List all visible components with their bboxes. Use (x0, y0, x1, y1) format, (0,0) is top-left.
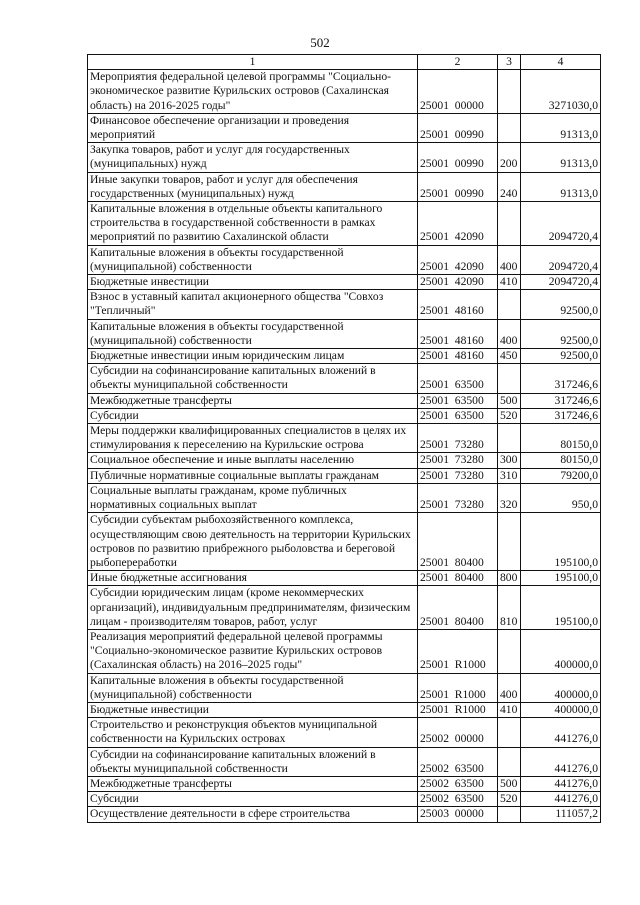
row-code-cell: 25001 63500 (418, 393, 498, 408)
table-row (88, 571, 601, 586)
row-expense-type-cell: 410 (498, 702, 521, 717)
row-expense-type-cell (498, 513, 521, 571)
row-expense-type-cell (498, 718, 521, 747)
row-code-cell: 25002 00000 (418, 718, 498, 747)
row-name-cell: Бюджетные инвестиции (88, 275, 418, 290)
row-name-cell: Субсидии субъектам рыбохозяйственного комплекса, осуществляющим свою деятельность на территории Курильских островов по развитию прибрежного рыболовства и береговой рыбопереработки (88, 513, 418, 571)
row-code-cell: 25001 73280 (418, 453, 498, 468)
table-row (88, 718, 601, 747)
header-row (88, 55, 601, 70)
row-amount-cell: 92500,0 (521, 319, 601, 348)
row-code-cell: 25001 73280 (418, 468, 498, 483)
row-amount-cell: 195100,0 (521, 586, 601, 630)
row-expense-type-cell: 320 (498, 483, 521, 512)
row-amount-cell: 195100,0 (521, 571, 601, 586)
table-row (88, 468, 601, 483)
table-row (88, 202, 601, 246)
row-code-cell: 25002 63500 (418, 747, 498, 776)
row-amount-cell: 400000,0 (521, 702, 601, 717)
row-code-cell: 25001 48160 (418, 349, 498, 364)
row-amount-cell: 400000,0 (521, 673, 601, 702)
row-name-cell: Субсидии (88, 408, 418, 423)
row-amount-cell: 80150,0 (521, 453, 601, 468)
row-name-cell: Субсидии (88, 792, 418, 807)
row-name-cell: Субсидии на софинансирование капитальных вложений в объекты муниципальной собственности (88, 364, 418, 393)
row-code-cell: 25002 63500 (418, 776, 498, 791)
row-expense-type-cell (498, 424, 521, 453)
row-expense-type-cell (498, 629, 521, 673)
row-expense-type-cell: 400 (498, 319, 521, 348)
row-expense-type-cell: 400 (498, 245, 521, 274)
table-row (88, 172, 601, 201)
table-body (88, 70, 601, 822)
row-name-cell: Бюджетные инвестиции иным юридическим лицам (88, 349, 418, 364)
row-amount-cell: 195100,0 (521, 513, 601, 571)
row-amount-cell: 111057,2 (521, 807, 601, 822)
row-code-cell: 25001 42090 (418, 245, 498, 274)
row-amount-cell: 441276,0 (521, 718, 601, 747)
row-name-cell: Реализация мероприятий федеральной целевой программы "Социально-экономическое развитие Курильских островов (Сахалинская область) на 2016–2025 годы" (88, 629, 418, 673)
table-row (88, 776, 601, 791)
row-name-cell: Капитальные вложения в объекты государственной (муниципальной) собственности (88, 319, 418, 348)
table-row (88, 629, 601, 673)
row-name-cell: Закупка товаров, работ и услуг для государственных (муниципальных) нужд (88, 143, 418, 172)
table-row (88, 747, 601, 776)
row-amount-cell: 441276,0 (521, 792, 601, 807)
row-amount-cell: 92500,0 (521, 349, 601, 364)
row-name-cell: Капитальные вложения в объекты государственной (муниципальной) собственности (88, 673, 418, 702)
row-code-cell: 25001 48160 (418, 319, 498, 348)
row-amount-cell: 2094720,4 (521, 245, 601, 274)
row-amount-cell: 92500,0 (521, 290, 601, 319)
row-amount-cell: 950,0 (521, 483, 601, 512)
column-header-code: 2 (418, 55, 498, 70)
row-name-cell: Капитальные вложения в объекты государственной (муниципальной) собственности (88, 245, 418, 274)
row-expense-type-cell: 800 (498, 571, 521, 586)
row-code-cell: 25001 73280 (418, 424, 498, 453)
row-code-cell: 25001 73280 (418, 483, 498, 512)
row-expense-type-cell (498, 70, 521, 114)
row-name-cell: Социальные выплаты гражданам, кроме публичных нормативных социальных выплат (88, 483, 418, 512)
table-header (88, 55, 601, 70)
row-amount-cell: 79200,0 (521, 468, 601, 483)
row-name-cell: Иные закупки товаров, работ и услуг для обеспечения государственных (муниципальных) нужд (88, 172, 418, 201)
row-name-cell: Бюджетные инвестиции (88, 702, 418, 717)
row-expense-type-cell: 400 (498, 673, 521, 702)
row-expense-type-cell (498, 364, 521, 393)
row-name-cell: Мероприятия федеральной целевой программы "Социально-экономическое развитие Курильских островов (Сахалинская область) на 2016-2025 годы" (88, 70, 418, 114)
table-row (88, 586, 601, 630)
row-code-cell: 25001 42090 (418, 275, 498, 290)
budget-table (87, 54, 601, 823)
row-expense-type-cell: 500 (498, 393, 521, 408)
row-code-cell: 25001 00990 (418, 172, 498, 201)
column-header-expense-type: 3 (498, 55, 521, 70)
row-amount-cell: 3271030,0 (521, 70, 601, 114)
row-code-cell: 25001 63500 (418, 364, 498, 393)
row-code-cell: 25001 48160 (418, 290, 498, 319)
row-name-cell: Публичные нормативные социальные выплаты гражданам (88, 468, 418, 483)
row-expense-type-cell: 500 (498, 776, 521, 791)
table-row (88, 245, 601, 274)
row-amount-cell: 91313,0 (521, 172, 601, 201)
row-amount-cell: 80150,0 (521, 424, 601, 453)
row-expense-type-cell (498, 747, 521, 776)
row-code-cell: 25001 00990 (418, 113, 498, 142)
row-amount-cell: 441276,0 (521, 776, 601, 791)
table-row (88, 364, 601, 393)
row-expense-type-cell: 310 (498, 468, 521, 483)
row-expense-type-cell: 240 (498, 172, 521, 201)
row-amount-cell: 317246,6 (521, 393, 601, 408)
column-header-name: 1 (88, 55, 418, 70)
row-name-cell: Строительство и реконструкция объектов муниципальной собственности на Курильских островах (88, 718, 418, 747)
table-row (88, 483, 601, 512)
table-row (88, 290, 601, 319)
row-amount-cell: 400000,0 (521, 629, 601, 673)
row-name-cell: Капитальные вложения в отдельные объекты капитального строительства в государственной собственности в рамках мероприятий по развитию Сахалинской области (88, 202, 418, 246)
row-code-cell: 25001 80400 (418, 513, 498, 571)
row-amount-cell: 91313,0 (521, 113, 601, 142)
table-row (88, 513, 601, 571)
row-expense-type-cell: 450 (498, 349, 521, 364)
row-amount-cell: 317246,6 (521, 364, 601, 393)
row-name-cell: Субсидии юридическим лицам (кроме некоммерческих организаций), индивидуальным предпринимателям, физическим лицам - производителям товаров, работ, услуг (88, 586, 418, 630)
row-code-cell: 25001 R1000 (418, 673, 498, 702)
row-name-cell: Меры поддержки квалифицированных специалистов в целях их стимулирования к переселению на Курильские острова (88, 424, 418, 453)
row-code-cell: 25001 80400 (418, 586, 498, 630)
row-name-cell: Межбюджетные трансферты (88, 393, 418, 408)
table-row (88, 408, 601, 423)
row-expense-type-cell: 810 (498, 586, 521, 630)
table-row (88, 349, 601, 364)
row-expense-type-cell: 410 (498, 275, 521, 290)
row-expense-type-cell (498, 113, 521, 142)
row-code-cell: 25001 63500 (418, 408, 498, 423)
row-code-cell: 25001 00990 (418, 143, 498, 172)
column-header-amount: 4 (521, 55, 601, 70)
row-code-cell: 25001 00000 (418, 70, 498, 114)
table-row (88, 143, 601, 172)
row-expense-type-cell: 300 (498, 453, 521, 468)
row-code-cell: 25001 R1000 (418, 702, 498, 717)
row-name-cell: Финансовое обеспечение организации и проведения мероприятий (88, 113, 418, 142)
row-code-cell: 25001 R1000 (418, 629, 498, 673)
table-row (88, 453, 601, 468)
table-row (88, 113, 601, 142)
row-name-cell: Осуществление деятельности в сфере строительства (88, 807, 418, 822)
row-name-cell: Социальное обеспечение и иные выплаты населению (88, 453, 418, 468)
row-name-cell: Иные бюджетные ассигнования (88, 571, 418, 586)
table-row (88, 673, 601, 702)
table-row (88, 424, 601, 453)
table-row (88, 393, 601, 408)
table-row (88, 807, 601, 822)
row-amount-cell: 317246,6 (521, 408, 601, 423)
row-amount-cell: 2094720,4 (521, 275, 601, 290)
row-code-cell: 25001 42090 (418, 202, 498, 246)
row-code-cell: 25001 80400 (418, 571, 498, 586)
table-row (88, 319, 601, 348)
row-expense-type-cell: 200 (498, 143, 521, 172)
row-amount-cell: 441276,0 (521, 747, 601, 776)
table-row (88, 70, 601, 114)
table-row (88, 275, 601, 290)
row-expense-type-cell: 520 (498, 792, 521, 807)
row-name-cell: Межбюджетные трансферты (88, 776, 418, 791)
table-row (88, 702, 601, 717)
row-code-cell: 25002 63500 (418, 792, 498, 807)
row-expense-type-cell (498, 202, 521, 246)
table-row (88, 792, 601, 807)
row-expense-type-cell (498, 290, 521, 319)
page-number: 502 (310, 35, 330, 50)
row-amount-cell: 2094720,4 (521, 202, 601, 246)
row-amount-cell: 91313,0 (521, 143, 601, 172)
row-name-cell: Взнос в уставный капитал акционерного общества "Совхоз "Тепличный" (88, 290, 418, 319)
row-code-cell: 25003 00000 (418, 807, 498, 822)
row-expense-type-cell (498, 807, 521, 822)
row-expense-type-cell: 520 (498, 408, 521, 423)
row-name-cell: Субсидии на софинансирование капитальных вложений в объекты муниципальной собственности (88, 747, 418, 776)
